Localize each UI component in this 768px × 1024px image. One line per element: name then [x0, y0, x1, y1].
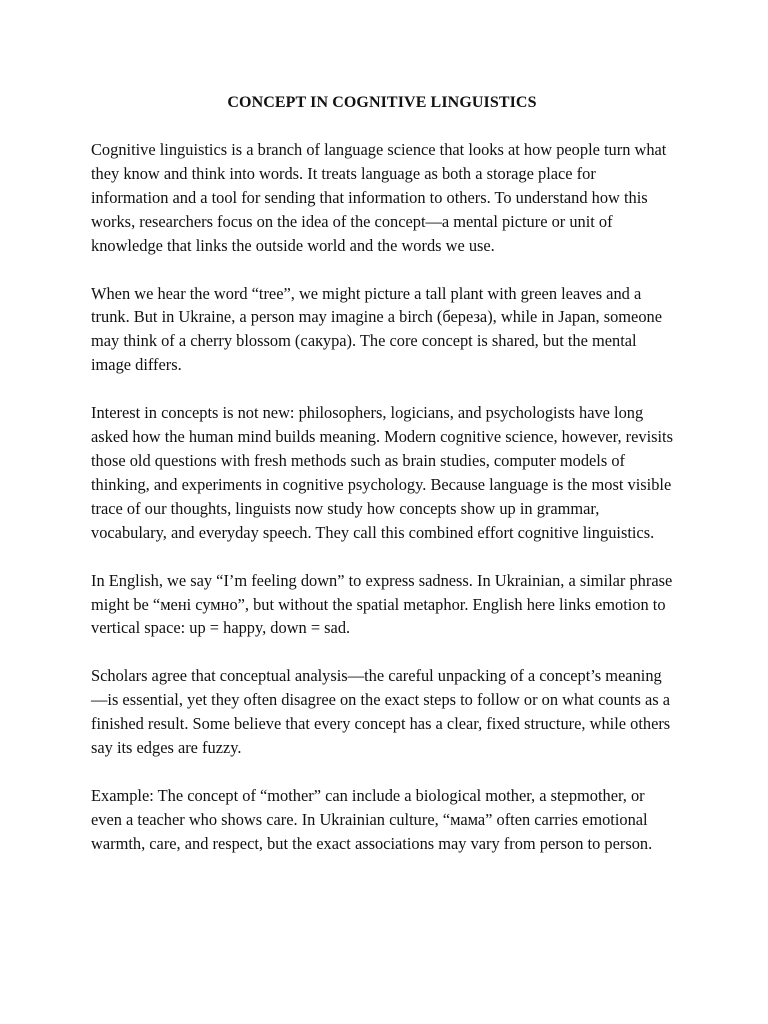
- document-title: CONCEPT IN COGNITIVE LINGUISTICS: [227, 94, 537, 111]
- paragraph-conceptual-analysis: Scholars agree that conceptual analysis—the careful unpacking of a concept’s meaning—is essential, yet they often disagree on the exact steps to follow or on what counts as a finished result. Some believe that every concept has a clear, fixed structure, while others say its edges are fuzzy.: [91, 666, 671, 758]
- paragraph-tree-example: When we hear the word “tree”, we might picture a tall plant with green leaves and a trunk. But in Ukraine, a person may imagine a birch (береза), while in Japan, someone may think of a cherry blossom (сакура). The core concept is shared, but the mental image differs.: [91, 283, 662, 375]
- paragraph-metaphor-example: In English, we say “I’m feeling down” to express sadness. In Ukrainian, a similar phrase might be “мені сумно”, but without the spatial metaphor. English here links emotion to vertical space: up = happy, down = sad.: [91, 570, 673, 638]
- paragraph-history: Interest in concepts is not new: philosophers, logicians, and psychologists have long asked how the human mind builds meaning. Modern cognitive science, however, revisits those old questions with fresh methods such as brain studies, computer models of thinking, and experiments in cognitive psychology. Because language is the most visible trace of our thoughts, linguists now study how concepts show up in grammar, vocabulary, and everyday speech. They call this combined effort cognitive linguistics.: [91, 403, 673, 542]
- paragraph-intro: Cognitive linguistics is a branch of language science that looks at how people turn what they know and think into words. It treats language as both a storage place for information and a tool for sending that information to others. To understand how this works, researchers focus on the idea of the concept—a mental picture or unit of knowledge that links the outside world and the words we use.: [91, 140, 667, 255]
- paragraph-mother-example: Example: The concept of “mother” can include a biological mother, a stepmother, or even a teacher who shows care. In Ukrainian culture, “мама” often carries emotional warmth, care, and respect, but the exact associations may vary from person to person.: [91, 785, 653, 853]
